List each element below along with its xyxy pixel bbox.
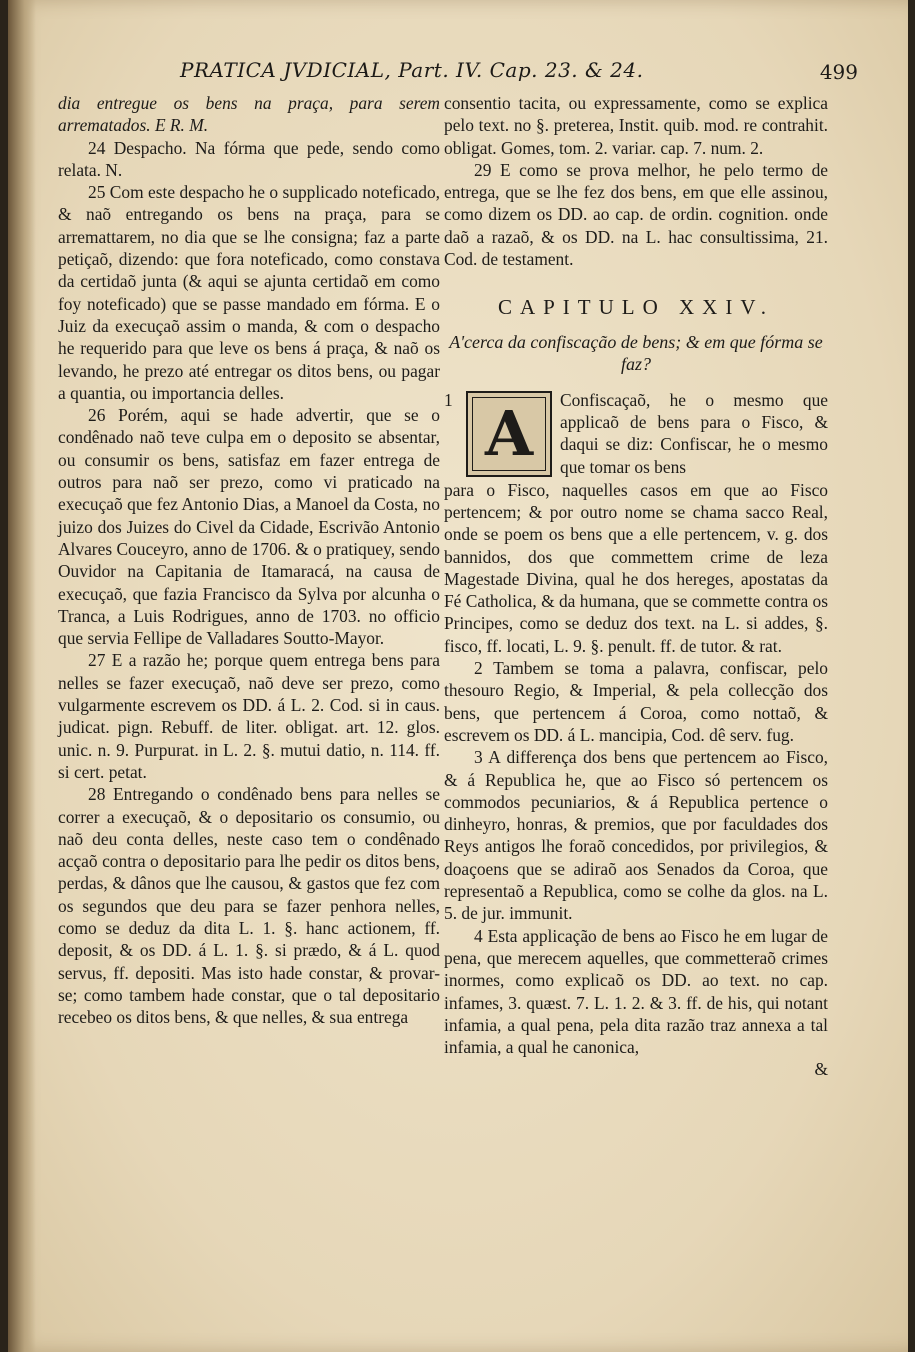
left-column [58,92,440,1028]
book-page [8,0,908,1352]
paragraph-1-rest: para o Fisco, naquelles casos em que ao Fisco pertencem; & por outro nome se chama sacco Real, onde se poem os bens que a elle pertencem, v. g. dos bannidos, dos que commettem crime de leza Magestade Divina, qual he dos hereges, apostatas da Fé Catholica, & da humana, que se commette contra os Principes, como se deduz dos text. na L. si addes, §. fisco, ff. locati, L. 9. §. penult. ff. de tutor. & rat. [444,479,828,656]
page-gutter [8,0,36,1352]
page-header [68,58,888,88]
paragraph-1-wrapped: Confiscaçaõ, he o mesmo que applicaõ de bens para o Fisco, & daqui se diz: Confiscar, he o mesmo que tomar os bens [560,389,828,477]
left-paragraph: dia entregue os bens na praça, para serem arrematados. E R. M. [58,93,440,136]
left-paragraph: 28 Entregando o condênado bens para nelles se correr a execuçaõ, & o depositario os consumio, ou naõ deu conta delles, neste caso tem o condênado acçaõ contra o depositario para lhe pedir os ditos bens, perdas, & dânos que lhe causou, & gastos que fez com os segundos que deu para se fazer penhora nelles, como se deduz da dita L. 1. §. hanc actionem, ff. deposit, & os DD. á L. 1. §. si prædo, & á L. quod servus, ff. depositi. Mas isto hade constar, & provar-se; como tambem hade constar, que o tal depositario recebeo os ditos bens, & que nelles, & sua entrega [58,784,440,1028]
right-continuation: consentio tacita, ou expressamente, como se explica pelo text. no §. preterea, Instit. quib. mod. re contrahit. obligat. Gomes, tom. 2. variar. cap. 7. num. 2. [444,93,828,158]
chapter-title: CAPITULO XXIV. [497,295,775,320]
left-paragraph: 25 Com este despacho he o supplicado noteficado, & naõ entregando os bens na praça, para se arremattarem, no dia que se lhe consigna; faz a parte petiçaõ, dizendo: que fora noteficado, como constava da certidaõ junta (& aqui se ajunta certidaõ em como foy noteficado) que se passe mandado em fórma. E o Juiz da execuçaõ assim o manda, & com o despacho he requerido para que leve os bens á praça, & naõ os levando, he prezo até entregar os ditos bens, ou pagar a quantia, ou importancia delles. [58,182,440,403]
paragraph-2: 2 Tambem se toma a palavra, confiscar, pelo thesouro Regio, & Imperial, & pela collecção dos bens, que pertencem á Coroa, como nottaõ, & escrevem os DD. á L. mancipia, Cod. dê serv. fug. [444,658,828,745]
paragraph-29: 29 E como se prova melhor, he pelo termo de entrega, que se lhe fez dos bens, em que elle assinou, como dizem os DD. ao cap. de ordin. cognition. onde daõ a razaõ, & os DD. na L. hac consultissima, 21. Cod. de testament. [444,159,828,270]
drop-cap-letter: A [484,396,534,470]
catchword: & [814,1059,828,1080]
paragraph-4: 4 Esta applicação de bens ao Fisco he em lugar de pena, que merecem aquelles, que commetteraõ crimes inormes, como explicaõ os DD. ao text. no cap. infames, 3. quæst. 7. L. 1. 2. & 3. ff. de his, qui notant infamia, a qual pena, pela dita razão traz annexa a tal infamia, a qual he canonica, [444,925,828,1058]
right-column [444,92,828,1081]
paragraph-number: 1 [444,389,453,410]
drop-cap-block [444,389,828,479]
page-number: 499 [819,60,858,84]
paragraph-3: 3 A differença dos bens que pertencem ao Fisco, & á Republica he, que ao Fisco só pertencem os commodos pecuniarios, & á Republica pertence o dinheyro, honras, & premios, que por faculdades dos Reys antigos lhe foraõ concedidos, por privilegios, & doaçoens que se adiraõ aos Senados da Coroa, que representaõ a Republica, como se colhe da glos. na L. 5. de jur. immunit. [444,747,828,924]
ornamental-drop-cap [466,391,552,477]
left-paragraph: 26 Porém, aqui se hade advertir, que se o condênado naõ teve culpa em o deposito se absentar, ou consumir os bens, satisfaz em fazer entrega de outros para naõ ser prezo, como vi praticado na execuçaõ que fez Antonio Dias, a Manoel da Costa, no juizo dos Juizes do Civel da Cidade, Escrivão Antonio Alvares Couceyro, anno de 1706. & o pratiquey, sendo Ouvidor na Capitania de Itamaracá, na causa de execuçaõ, que fazia Francisco da Sylva por alcunha o Tranca, a Luis Rodrigues, anno de 1703. no officio que servia Fellipe de Valladares Soutto-Mayor. [58,405,440,649]
chapter-subtitle: A'cerca da confiscação de bens; & em que fórma se faz? [449,331,823,374]
left-paragraph: 24 Despacho. Na fórma que pede, sendo como relata. N. [58,137,440,180]
left-paragraph: 27 E a razão he; porque quem entrega bens para nelles se fazer execuçaõ, naõ deve ser prezo, como vulgarmente escrevem os DD. á L. 2. Cod. si in caus. judicat. pign. Rebuff. de liter. obligat. art. 12. glos. unic. n. 9. Purpurat. in L. 2. §. mutui datio, n. 114. ff. si cert. petat. [58,650,440,782]
running-head: PRATICA JVDICIAL, Part. IV. Cap. 23. & 24. [180,58,644,82]
